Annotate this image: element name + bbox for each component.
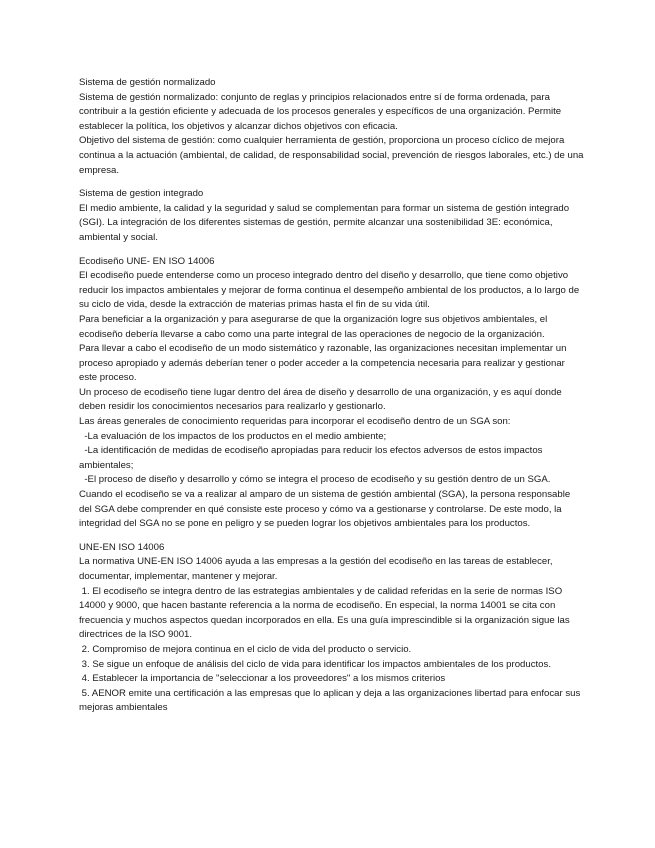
list-item: 5. AENOR emite una certificación a las empresas que lo aplican y deja a las organizaciones libertad para enfocar sus mejoras ambientales (79, 687, 583, 714)
paragraph: Para beneficiar a la organización y para asegurarse de que la organización logre sus objetivos ambientales, el ecodiseño debería llevarse a cabo como una parte integral de las operaciones de negocio de la organización. (79, 313, 548, 340)
section-heading: Ecodiseño UNE- EN ISO 14006 (79, 255, 215, 267)
section-heading: Sistema de gestión normalizado (79, 77, 216, 88)
paragraph: El ecodiseño puede entenderse como un proceso integrado dentro del diseño y desarrollo, que tiene como objetivo reducir los impactos ambientales y mejorar de forma continua el desempeño ambiental de los productos, a lo largo de su ciclo de vida, desde la extracción de materias primas hasta el fin de su vida útil. (79, 270, 580, 311)
list-item: 2. Compromiso de mejora continua en el ciclo de vida del producto o servicio. (79, 643, 412, 655)
document-body (79, 76, 584, 725)
section-sistema-gestion-integrado (79, 187, 584, 245)
section-sistema-gestion-normalizado (79, 76, 584, 178)
paragraph: Las áreas generales de conocimiento requeridas para incorporar el ecodiseño dentro de un SGA son: (79, 416, 511, 428)
list-item: -El proceso de diseño y desarrollo y cómo se integra el proceso de ecodiseño y su gestión dentro de un SGA. (79, 474, 551, 486)
section-heading: Sistema de gestion integrado (79, 188, 204, 200)
list-item: -La identificación de medidas de ecodiseño apropiadas para reducir los efectos adversos de estos impactos ambientales; (79, 445, 546, 471)
paragraph: Cuando el ecodiseño se va a realizar al amparo de un sistema de gestión ambiental (SGA), la persona responsable del SGA debe comprender en qué consiste este proceso y cómo va a gestionarse y controlarse. De este modo, la integridad del SGA no se pone en peligro y se pueden lograr los objetivos ambientales para los productos. (79, 489, 571, 530)
list-item: 4. Establecer la importancia de "seleccionar a los proveedores" a los mismos criterios (79, 673, 446, 685)
paragraph: Sistema de gestión normalizado: conjunto de reglas y principios relacionados entre sí de forma ordenada, para contribuir a la gestión eficiente y adecuada de los procesos generales y específicos de una organización. Permite establecer la política, los objetivos y alcanzar dichos objetivos con eficacia. (79, 91, 562, 132)
section-heading: UNE-EN ISO 14006 (79, 541, 165, 553)
paragraph: El medio ambiente, la calidad y la seguridad y salud se complementan para formar un sistema de gestión integrado (SGI). La integración de los diferentes sistemas de gestión, permite alcanzar una sostenibilidad 3E: económica, ambiental y social. (79, 202, 570, 243)
list-item: 3. Se sigue un enfoque de análisis del ciclo de vida para identificar los impactos ambientales de los productos. (79, 658, 551, 670)
section-une-en-iso-14006 (79, 541, 584, 716)
list-item: -La evaluación de los impactos de los productos en el medio ambiente; (79, 430, 387, 442)
paragraph: La normativa UNE-EN ISO 14006 ayuda a las empresas a la gestión del ecodiseño en las tareas de establecer, documentar, implementar, mantener y mejorar. (79, 556, 553, 582)
paragraph: Objetivo del sistema de gestión: como cualquier herramienta de gestión, proporciona un proceso cíclico de mejora continua a la actuación (ambiental, de calidad, de responsabilidad social, prevención de riesgos laborales, etc.) de una empresa. (79, 135, 584, 176)
list-item: 1. El ecodiseño se integra dentro de las estrategias ambientales y de calidad referidas en la serie de normas ISO 14000 y 9000, que hacen bastante referencia a la norma de ecodiseño. En especial, la norma 14001 se cita con frecuencia y muchos aspectos quedan incorporados en ella. Es una guía imprescindible si la organización sigue las directrices de la ISO 9001. (79, 585, 573, 641)
paragraph: Un proceso de ecodiseño tiene lugar dentro del área de diseño y desarrollo de una organización, y es aquí donde deben residir los conocimientos necesarios para realizarlo y gestionarlo. (79, 386, 562, 413)
section-ecodiseno (79, 255, 584, 532)
paragraph: Para llevar a cabo el ecodiseño de un modo sistemático y razonable, las organizaciones necesitan implementar un proceso apropiado y además deberían tener o poder acceder a la competencia necesaria para realizar y gestionar este proceso. (79, 343, 567, 384)
